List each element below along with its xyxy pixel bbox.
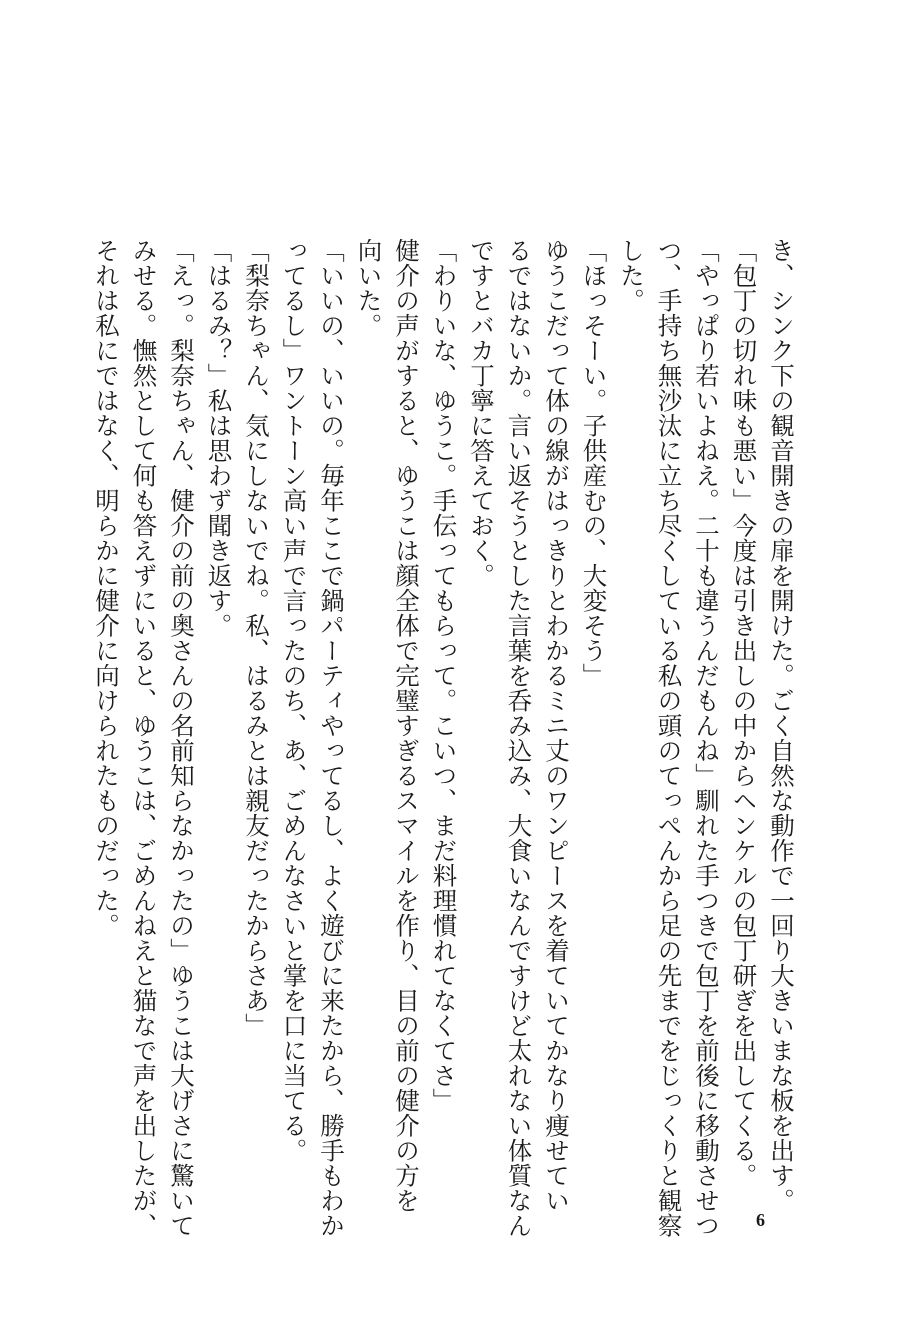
text-line: 「包丁の切れ味も悪い」今度は引き出しの中からヘンケルの包丁研ぎを出してくる。 bbox=[729, 238, 759, 1188]
text-line: き、シンク下の観音開きの扉を開けた。ごく自然な動作で一回り大きいまな板を出す。 bbox=[767, 238, 796, 1213]
text-line: した。 bbox=[617, 238, 646, 313]
text-line: 健介の声がすると、ゆうこは顔全体で完璧すぎるスマイルを作り、目の前の健介の方を bbox=[392, 238, 421, 1213]
text-line: 「ほっそーい。子供産むの、大変そう」 bbox=[579, 238, 609, 688]
text-line: ゆうこだって体の線がはっきりとわかるミニ丈のワンピースを着ていてかなり痩せてい bbox=[542, 238, 571, 1213]
text-line: 「はるみ？」私は思わず聞き返す。 bbox=[204, 238, 234, 638]
text-line: 「梨奈ちゃん、気にしないでね。私、はるみとは親友だったからさあ」 bbox=[242, 238, 271, 1038]
text-line: 「えっ。梨奈ちゃん、健介の前の奥さんの名前知らなかったの」ゆうこは大げさに驚いて bbox=[167, 238, 196, 1238]
text-line: ってるし」ワントーン高い声で言ったのち、あ、ごめんなさいと掌を口に当てる。 bbox=[279, 238, 309, 1163]
text-line: 「わりいな、ゆうこ。手伝ってもらって。こいつ、まだ料理慣れてなくてさ」 bbox=[429, 238, 459, 1113]
text-line: 「いいの、いいの。毎年ここで鍋パーティやってるし、よく遊びに来たから、勝手もわか bbox=[317, 238, 346, 1238]
text-line: ですとバカ丁寧に答えておく。 bbox=[467, 238, 496, 588]
text-line: 向いた。 bbox=[354, 238, 384, 338]
text-line: るではないか。言い返そうとした言葉を呑み込み、大食いなんですけど太れない体質なん bbox=[504, 238, 534, 1238]
text-line: 「やっぱり若いよねえ。二十も違うんだもんね」馴れた手つきで包丁を前後に移動させつ bbox=[692, 238, 721, 1238]
text-line: それは私にではなく、明らかに健介に向けられたものだった。 bbox=[92, 238, 121, 938]
page-number: 6 bbox=[756, 1210, 765, 1230]
vertical-text-body bbox=[88, 238, 801, 1238]
text-line: つ、手持ち無沙汰に立ち尽くしている私の頭のてっぺんから足の先までをじっくりと観察 bbox=[654, 238, 684, 1238]
text-line: みせる。憮然として何も答えずにいると、ゆうこは、ごめんねえと猫なで声を出したが、 bbox=[129, 238, 159, 1238]
